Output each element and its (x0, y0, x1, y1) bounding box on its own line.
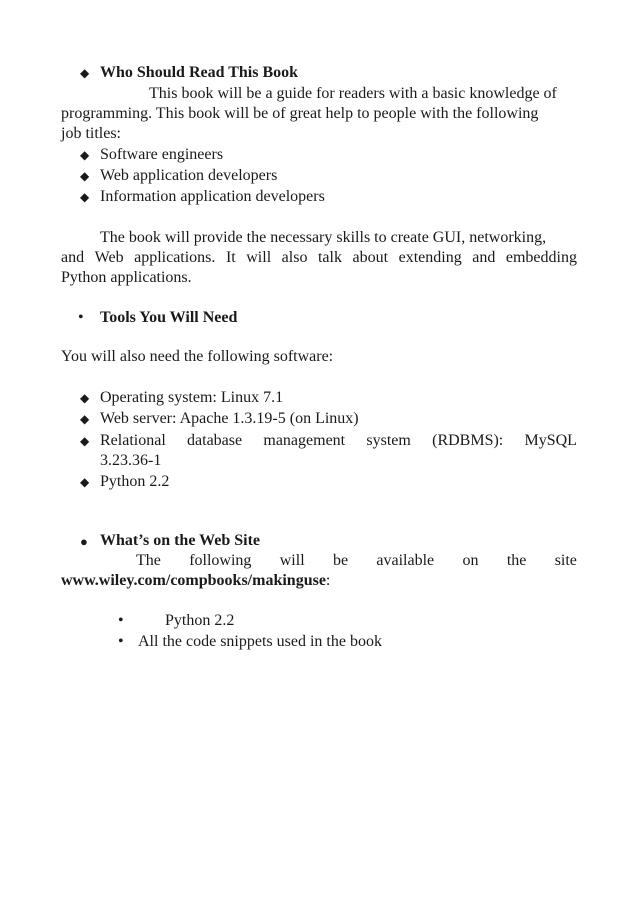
section-heading-tools: Tools You Will Need (100, 309, 238, 326)
diamond-bullet-icon: ◆ (80, 412, 90, 426)
diamond-bullet-icon: ◆ (80, 475, 90, 489)
list-item-site-content: Python 2.2 (165, 612, 235, 629)
paragraph-line-justified: and Web applications. It will also talk about extending and embedding (61, 249, 577, 266)
dot-bullet-icon: • (118, 633, 124, 650)
list-item-software: Web server: Apache 1.3.19-5 (on Linux) (100, 410, 359, 427)
section-heading-who-should-read: Who Should Read This Book (100, 64, 299, 81)
paragraph-line: The book will provide the necessary skills to create GUI, networking, (100, 229, 547, 246)
diamond-bullet-icon: ◆ (80, 391, 90, 405)
paragraph-line: This book will be a guide for readers with a basic knowledge of (149, 85, 557, 102)
list-item-job-title: Information application developers (100, 188, 325, 205)
list-item-job-title: Web application developers (100, 167, 278, 184)
list-item-continuation: 3.23.36-1 (100, 452, 162, 469)
paragraph-line: You will also need the following software: (61, 348, 334, 365)
dot-bullet-icon: • (118, 612, 124, 629)
list-item-software-justified: Relational database management system (RDBMS): MySQL (100, 432, 577, 449)
paragraph-line: job titles: (61, 125, 121, 142)
diamond-bullet-icon: ◆ (80, 148, 90, 162)
diamond-bullet-icon: ◆ (80, 190, 90, 204)
list-item-job-title: Software engineers (100, 146, 224, 163)
section-heading-web-site: What’s on the Web Site (100, 532, 261, 549)
paragraph-line: programming. This book will be of great help to people with the following (61, 105, 539, 122)
site-url-line: www.wiley.com/compbooks/makinguse: (61, 572, 331, 589)
diamond-bullet-icon: ◆ (80, 434, 90, 448)
list-item-site-content: All the code snippets used in the book (138, 633, 382, 650)
filled-circle-bullet-icon: ● (80, 534, 88, 549)
diamond-bullet-icon: ◆ (80, 169, 90, 183)
diamond-bullet-icon: ◆ (80, 66, 90, 80)
dot-bullet-icon: • (78, 309, 84, 326)
paragraph-line-justified: The following will be available on the site (136, 552, 577, 569)
site-url-link[interactable]: www.wiley.com/compbooks/makinguse (61, 572, 326, 589)
list-item-software: Python 2.2 (100, 473, 170, 490)
list-item-software: Operating system: Linux 7.1 (100, 389, 284, 406)
paragraph-line: Python applications. (61, 269, 192, 286)
